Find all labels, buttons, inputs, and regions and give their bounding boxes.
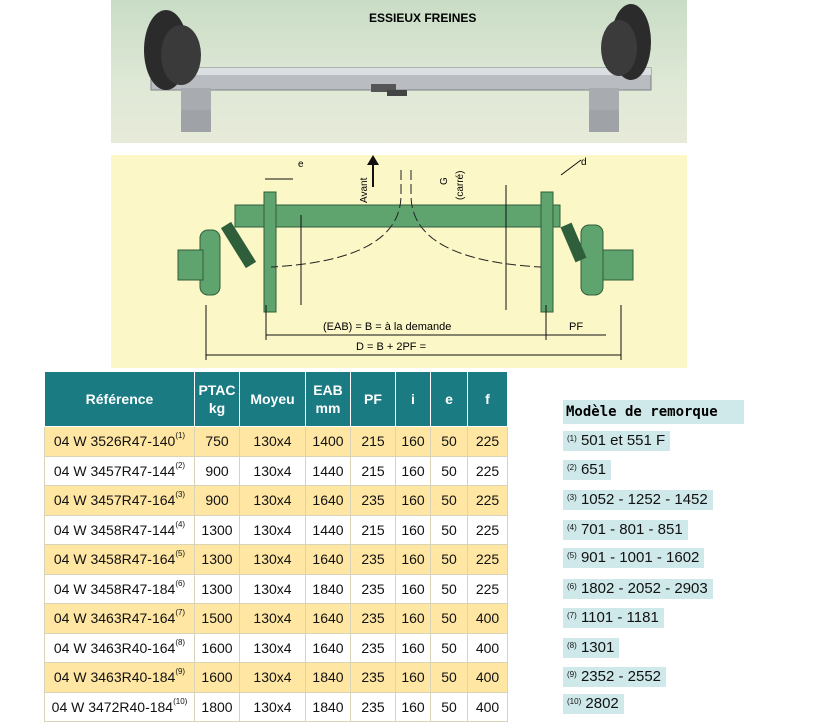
cell-eab: 1840 (306, 663, 351, 693)
cell-ptac: 1300 (195, 515, 240, 545)
model-item: $^{(8)}$ 1301 (563, 638, 619, 658)
cell-i: 160 (396, 515, 431, 545)
cell-f: 225 (468, 486, 508, 516)
cell-e: 50 (431, 515, 468, 545)
cell-i: 160 (396, 692, 431, 722)
cell-pf: 235 (351, 663, 396, 693)
table-header-row (45, 372, 508, 427)
cell-ptac: 900 (195, 486, 240, 516)
cell-e: 50 (431, 545, 468, 575)
cell-ref: 04 W 3457R47-144$^{(2)}$ (45, 456, 195, 486)
cell-pf: 235 (351, 545, 396, 575)
axle-photo (111, 0, 687, 143)
col-header-moyeu: Moyeu (240, 372, 306, 427)
cell-i: 160 (396, 604, 431, 634)
cell-e: 50 (431, 633, 468, 663)
axle-spec-table (44, 371, 508, 722)
cell-f: 400 (468, 663, 508, 693)
table-row (45, 663, 508, 693)
cell-ptac: 1600 (195, 633, 240, 663)
table-row (45, 692, 508, 722)
cell-moyeu: 130x4 (240, 604, 306, 634)
diagram-label-carre: (carré) (455, 170, 466, 200)
table-row (45, 456, 508, 486)
cell-e: 50 (431, 486, 468, 516)
cell-ptac: 1500 (195, 604, 240, 634)
cell-e: 50 (431, 692, 468, 722)
col-header-i: i (396, 372, 431, 427)
table-row (45, 486, 508, 516)
model-item: $^{(3)}$ 1052 - 1252 - 1452 (563, 490, 713, 510)
cell-moyeu: 130x4 (240, 515, 306, 545)
cell-i: 160 (396, 574, 431, 604)
model-item: $^{(6)}$ 1802 - 2052 - 2903 (563, 579, 713, 599)
cell-ref: 04 W 3458R47-164$^{(5)}$ (45, 545, 195, 575)
cell-i: 160 (396, 545, 431, 575)
cell-ref: 04 W 3472R40-184$^{(10)}$ (45, 692, 195, 722)
cell-pf: 235 (351, 574, 396, 604)
cell-eab: 1840 (306, 574, 351, 604)
cell-f: 225 (468, 427, 508, 457)
cell-i: 160 (396, 486, 431, 516)
cell-i: 160 (396, 663, 431, 693)
cell-eab: 1440 (306, 515, 351, 545)
cell-f: 400 (468, 604, 508, 634)
cell-moyeu: 130x4 (240, 456, 306, 486)
col-header-ptac: PTAC kg (195, 372, 240, 427)
cell-i: 160 (396, 456, 431, 486)
diagram-label-dim: D = B + 2PF = (356, 341, 427, 353)
col-header-f: f (468, 372, 508, 427)
cell-e: 50 (431, 427, 468, 457)
table-row (45, 574, 508, 604)
cell-ref: 04 W 3458R47-144$^{(4)}$ (45, 515, 195, 545)
diagram-label-eab: (EAB) = B = à la demande (323, 321, 452, 333)
table-row (45, 427, 508, 457)
col-header-pf: PF (351, 372, 396, 427)
cell-f: 225 (468, 456, 508, 486)
cell-e: 50 (431, 456, 468, 486)
table-row (45, 545, 508, 575)
axle-diagram (111, 155, 687, 368)
table-row (45, 633, 508, 663)
cell-f: 400 (468, 692, 508, 722)
model-item: $^{(2)}$ 651 (563, 460, 611, 480)
cell-eab: 1400 (306, 427, 351, 457)
cell-ref: 04 W 3457R47-164$^{(3)}$ (45, 486, 195, 516)
cell-pf: 215 (351, 427, 396, 457)
table-row (45, 604, 508, 634)
cell-i: 160 (396, 427, 431, 457)
cell-eab: 1440 (306, 456, 351, 486)
cell-ptac: 1800 (195, 692, 240, 722)
cell-eab: 1640 (306, 486, 351, 516)
cell-eab: 1840 (306, 692, 351, 722)
cell-eab: 1640 (306, 604, 351, 634)
diagram-label-g: G (439, 177, 450, 185)
cell-f: 225 (468, 515, 508, 545)
model-item: $^{(9)}$ 2352 - 2552 (563, 667, 666, 687)
model-column-title: Modèle de remorque (563, 400, 744, 424)
col-header-e: e (431, 372, 468, 427)
cell-ptac: 1300 (195, 574, 240, 604)
cell-ref: 04 W 3463R40-164$^{(8)}$ (45, 633, 195, 663)
cell-pf: 235 (351, 633, 396, 663)
cell-moyeu: 130x4 (240, 427, 306, 457)
cell-pf: 215 (351, 515, 396, 545)
cell-pf: 235 (351, 486, 396, 516)
cell-eab: 1640 (306, 633, 351, 663)
axle-diagram-drawing (111, 155, 687, 368)
cell-ptac: 900 (195, 456, 240, 486)
diagram-label-d: d (581, 157, 587, 168)
cell-e: 50 (431, 604, 468, 634)
cell-moyeu: 130x4 (240, 663, 306, 693)
model-item: $^{(10)}$ 2802 (563, 694, 624, 714)
cell-pf: 235 (351, 604, 396, 634)
cell-e: 50 (431, 574, 468, 604)
col-header-ref: Référence (45, 372, 195, 427)
cell-ptac: 1300 (195, 545, 240, 575)
cell-e: 50 (431, 663, 468, 693)
cell-ref: 04 W 3463R40-184$^{(9)}$ (45, 663, 195, 693)
cell-ref: 04 W 3458R47-184$^{(6)}$ (45, 574, 195, 604)
cell-f: 225 (468, 545, 508, 575)
col-header-eab: EAB mm (306, 372, 351, 427)
cell-ref: 04 W 3526R47-140$^{(1)}$ (45, 427, 195, 457)
model-item: $^{(4)}$ 701 - 801 - 851 (563, 520, 688, 540)
cell-ptac: 750 (195, 427, 240, 457)
diagram-label-pf: PF (569, 321, 584, 333)
cell-moyeu: 130x4 (240, 692, 306, 722)
cell-moyeu: 130x4 (240, 633, 306, 663)
cell-moyeu: 130x4 (240, 574, 306, 604)
cell-eab: 1640 (306, 545, 351, 575)
cell-moyeu: 130x4 (240, 486, 306, 516)
cell-ref: 04 W 3463R47-164$^{(7)}$ (45, 604, 195, 634)
cell-i: 160 (396, 633, 431, 663)
cell-pf: 215 (351, 456, 396, 486)
model-item: $^{(5)}$ 901 - 1001 - 1602 (563, 548, 704, 568)
model-item: $^{(1)}$ 501 et 551 F (563, 431, 670, 451)
diagram-label-e: e (298, 159, 304, 170)
cell-f: 225 (468, 574, 508, 604)
cell-ptac: 1600 (195, 663, 240, 693)
model-item: $^{(7)}$ 1101 - 1181 (563, 608, 664, 628)
table-row (45, 515, 508, 545)
cell-moyeu: 130x4 (240, 545, 306, 575)
cell-pf: 235 (351, 692, 396, 722)
cell-f: 400 (468, 633, 508, 663)
diagram-label-avant: Avant (359, 177, 370, 203)
photo-title: ESSIEUX FREINES (369, 11, 477, 25)
